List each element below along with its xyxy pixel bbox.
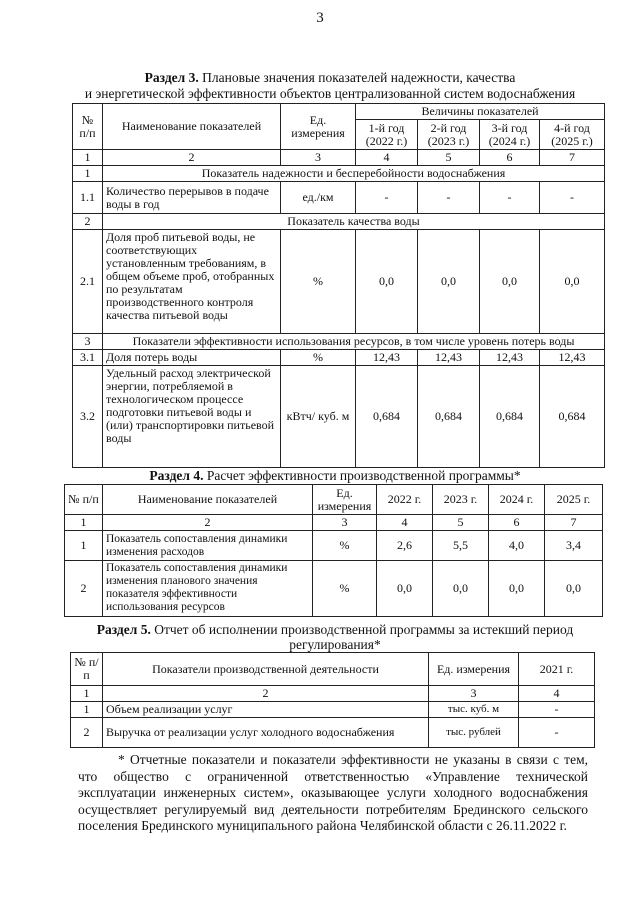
section4-title-rest: Расчет эффективности производственной программы*	[206, 468, 521, 483]
header-num: № п/п	[65, 485, 103, 515]
row-unit: %	[313, 561, 377, 617]
row-value: -	[418, 182, 480, 214]
row-unit: %	[313, 531, 377, 561]
row-value: 0,684	[418, 366, 480, 468]
group-num: 2	[73, 214, 103, 230]
row-value: -	[480, 182, 540, 214]
header-unit: Ед. измерения	[313, 485, 377, 515]
index-cell: 6	[480, 150, 540, 166]
row-value: 0,0	[418, 230, 480, 334]
section4-title	[70, 468, 600, 483]
row-name: Выручка от реализации услуг холодного водоснабжения	[103, 718, 429, 748]
header-year: 2024 г.	[489, 485, 545, 515]
row-value: -	[356, 182, 418, 214]
section3-title-bold: Раздел 3.	[144, 70, 199, 85]
row-value: -	[519, 718, 595, 748]
row-num: 3.2	[73, 366, 103, 468]
row-value: 0,0	[377, 561, 433, 617]
header-year: 2023 г.	[433, 485, 489, 515]
row-num: 1.1	[73, 182, 103, 214]
section5-title-line2: регулирования*	[289, 637, 381, 652]
row-unit: тыс. куб. м	[429, 702, 519, 718]
header-year: 2021 г.	[519, 653, 595, 686]
row-unit: ед./км	[281, 182, 356, 214]
row-value: 0,684	[540, 366, 605, 468]
row-value: 12,43	[540, 350, 605, 366]
row-num: 1	[65, 531, 103, 561]
row-value: 4,0	[489, 531, 545, 561]
row-name: Объем реализации услуг	[103, 702, 429, 718]
header-year: 4-й год (2025 г.)	[540, 120, 605, 150]
row-value: 0,0	[545, 561, 603, 617]
row-value: 0,684	[480, 366, 540, 468]
row-num: 2	[65, 561, 103, 617]
row-unit: %	[281, 230, 356, 334]
row-unit: тыс. рублей	[429, 718, 519, 748]
row-value: 12,43	[356, 350, 418, 366]
row-name: Доля потерь воды	[103, 350, 281, 366]
group-title: Показатель надежности и бесперебойности водоснабжения	[103, 166, 605, 182]
group-num: 3	[73, 334, 103, 350]
header-year: 2025 г.	[545, 485, 603, 515]
index-cell: 4	[377, 515, 433, 531]
header-year: 2-й год (2023 г.)	[418, 120, 480, 150]
header-name: Показатели производственной деятельности	[103, 653, 429, 686]
group-title: Показатель качества воды	[103, 214, 605, 230]
header-year: 2022 г.	[377, 485, 433, 515]
index-cell: 3	[429, 686, 519, 702]
header-num: № п/п	[71, 653, 103, 686]
header-values-group: Величины показателей	[356, 104, 605, 120]
header-year: 1-й год (2022 г.)	[356, 120, 418, 150]
row-num: 2	[71, 718, 103, 748]
row-name: Показатель сопоставления динамики изменения расходов	[103, 531, 313, 561]
header-year: 3-й год (2024 г.)	[480, 120, 540, 150]
row-value: -	[540, 182, 605, 214]
row-value: 12,43	[418, 350, 480, 366]
page-number: 3	[316, 10, 324, 26]
row-num: 1	[71, 702, 103, 718]
section3-title-rest: Плановые значения показателей надежности, качества	[202, 70, 516, 85]
header-unit: Ед. измерения	[281, 104, 356, 150]
index-cell: 4	[356, 150, 418, 166]
row-value: 0,0	[433, 561, 489, 617]
row-name: Доля проб питьевой воды, не соответствующих установленным требованиям, в общем объеме проб, отобранных по результатам производственного контроля качества питьевой воды	[103, 230, 281, 334]
index-cell: 3	[313, 515, 377, 531]
section5-title	[70, 622, 600, 637]
section5-title-rest: Отчет об исполнении производственной программы за истекший период	[154, 622, 574, 637]
row-name: Показатель сопоставления динамики изменения планового значения показателя эффективности использования ресурсов	[103, 561, 313, 617]
header-name: Наименование показателей	[103, 485, 313, 515]
row-value: 0,0	[540, 230, 605, 334]
header-name: Наименование показателей	[103, 104, 281, 150]
index-cell: 2	[103, 515, 313, 531]
row-value: 0,0	[356, 230, 418, 334]
section3-title	[70, 70, 590, 85]
index-cell: 1	[65, 515, 103, 531]
index-cell: 5	[433, 515, 489, 531]
section5-table	[70, 652, 595, 748]
row-unit: кВтч/ куб. м	[281, 366, 356, 468]
section4-title-bold: Раздел 4.	[149, 468, 204, 483]
row-unit: %	[281, 350, 356, 366]
index-cell: 6	[489, 515, 545, 531]
index-cell: 1	[71, 686, 103, 702]
section5-title-bold: Раздел 5.	[96, 622, 151, 637]
section4-table	[64, 484, 603, 617]
row-value: 0,0	[480, 230, 540, 334]
section3-title-line2: и энергетической эффективности объектов централизованной систем водоснабжения	[84, 86, 576, 101]
row-num: 2.1	[73, 230, 103, 334]
row-num: 3.1	[73, 350, 103, 366]
row-name: Количество перерывов в подаче воды в год	[103, 182, 281, 214]
row-value: 2,6	[377, 531, 433, 561]
index-cell: 5	[418, 150, 480, 166]
index-cell: 1	[73, 150, 103, 166]
row-value: 3,4	[545, 531, 603, 561]
header-unit: Ед. измерения	[429, 653, 519, 686]
row-value: 5,5	[433, 531, 489, 561]
header-num: № п/п	[73, 104, 103, 150]
row-name: Удельный расход электрической энергии, потребляемой в технологическом процессе подготовки питьевой воды и (или) транспортировки питьевой воды	[103, 366, 281, 468]
group-num: 1	[73, 166, 103, 182]
row-value: -	[519, 702, 595, 718]
index-cell: 4	[519, 686, 595, 702]
index-cell: 3	[281, 150, 356, 166]
section3-table	[72, 103, 605, 468]
index-cell: 7	[545, 515, 603, 531]
footnote: * Отчетные показатели и показатели эффективности не указаны в связи с тем, что общество с ограниченной ответственностью «Управление технической эксплуатации инженерных систем», оказывающее услуги холодного водоснабжения осуществляет регулируемый вид деятельности потребителям Брединского сельского поселения Брединского муниципального района Челябинской области с 26.11.2022 г.	[78, 752, 588, 833]
index-cell: 7	[540, 150, 605, 166]
row-value: 12,43	[480, 350, 540, 366]
row-value: 0,684	[356, 366, 418, 468]
row-value: 0,0	[489, 561, 545, 617]
group-title: Показатели эффективности использования ресурсов, в том числе уровень потерь воды	[103, 334, 605, 350]
index-cell: 2	[103, 686, 429, 702]
index-cell: 2	[103, 150, 281, 166]
